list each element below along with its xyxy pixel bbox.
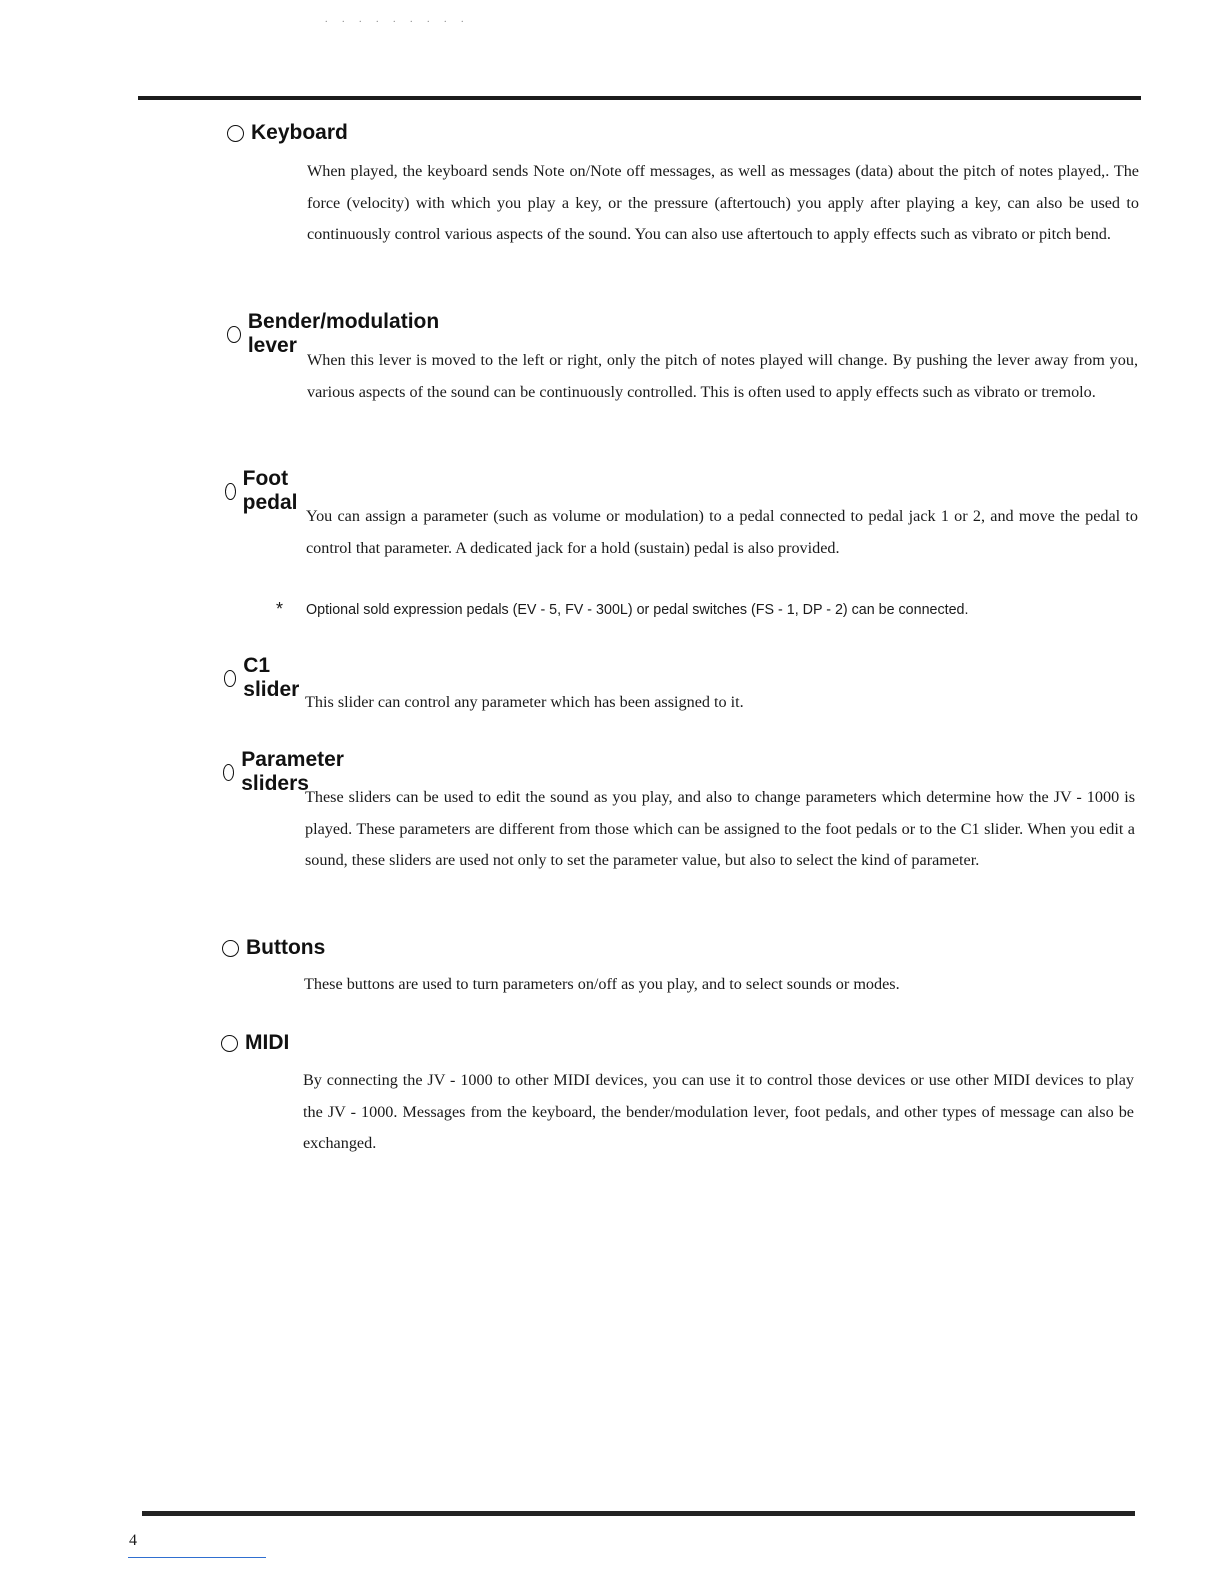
circle-bullet-icon: [224, 670, 236, 687]
note: [276, 599, 968, 620]
bottom-rule: [142, 1511, 1135, 1516]
section-title: Bender/modulation lever: [247, 310, 440, 357]
circle-bullet-icon: [227, 326, 241, 343]
section-body: These sliders can be used to edit the sound as you play, and also to change parameters which determine how the JV - 1000 is played. These parameters are different from those which can be assigned to the foot pedals or to the C1 slider. When you edit a sound, these sliders are used not only to set the parameter value, but also to select the kind of parameter.: [305, 788, 1135, 869]
section-body: When played, the keyboard sends Note on/Note off messages, as well as messages (data) about the pitch of notes played,. The force (velocity) with which you play a key, or the pressure (aftertouch) you apply after playing a key, can also be used to continuously control various aspects of the sound. You can also use aftertouch to apply effects such as vibrato or pitch bend.: [307, 162, 1139, 243]
note-marker: *: [276, 599, 284, 619]
section-body: This slider can control any parameter which has been assigned to it.: [305, 693, 744, 711]
section-title: Parameter sliders: [241, 748, 344, 795]
section-heading: [224, 654, 304, 702]
section-title: Foot pedal: [242, 467, 298, 514]
circle-bullet-icon: [221, 1035, 238, 1052]
section-body: You can assign a parameter (such as volume or modulation) to a pedal connected to pedal jack 1 or 2, and move the pedal to control that parameter. A dedicated jack for a hold (sustain) pedal is also provided.: [306, 507, 1138, 557]
section-heading: [221, 1031, 289, 1055]
circle-bullet-icon: [227, 125, 244, 142]
circle-bullet-icon: [223, 764, 234, 781]
scan-marks: . . . . . . . . .: [325, 14, 470, 25]
section-body: By connecting the JV - 1000 to other MIDI devices, you can use it to control those devices or use other MIDI devices to play the JV - 1000. Messages from the keyboard, the bender/modulation lever, foot pedals, and other types of message can also be exchanged.: [303, 1071, 1134, 1152]
page-underline: [128, 1557, 266, 1558]
note-text: Optional sold expression pedals (EV - 5, FV - 300L) or pedal switches (FS - 1, DP - 2) can be connected.: [306, 601, 969, 618]
section-title: C1 slider: [243, 654, 300, 701]
section-body: These buttons are used to turn parameters on/off as you play, and to select sounds or modes.: [304, 975, 900, 993]
section-title: Keyboard: [251, 121, 348, 144]
page-number: 4: [129, 1532, 137, 1549]
section-title: MIDI: [245, 1031, 290, 1054]
section-title: Buttons: [246, 936, 326, 959]
circle-bullet-icon: [225, 483, 236, 500]
section-body: When this lever is moved to the left or right, only the pitch of notes played will change. By pushing the lever away from you, various aspects of the sound can be continuously controlled. This is often used to apply effects such as vibrato or tremolo.: [307, 351, 1138, 401]
section-heading: [222, 936, 325, 960]
circle-bullet-icon: [222, 940, 239, 957]
section-heading: [227, 121, 348, 145]
top-rule: [138, 96, 1141, 100]
section-heading: [225, 467, 304, 515]
